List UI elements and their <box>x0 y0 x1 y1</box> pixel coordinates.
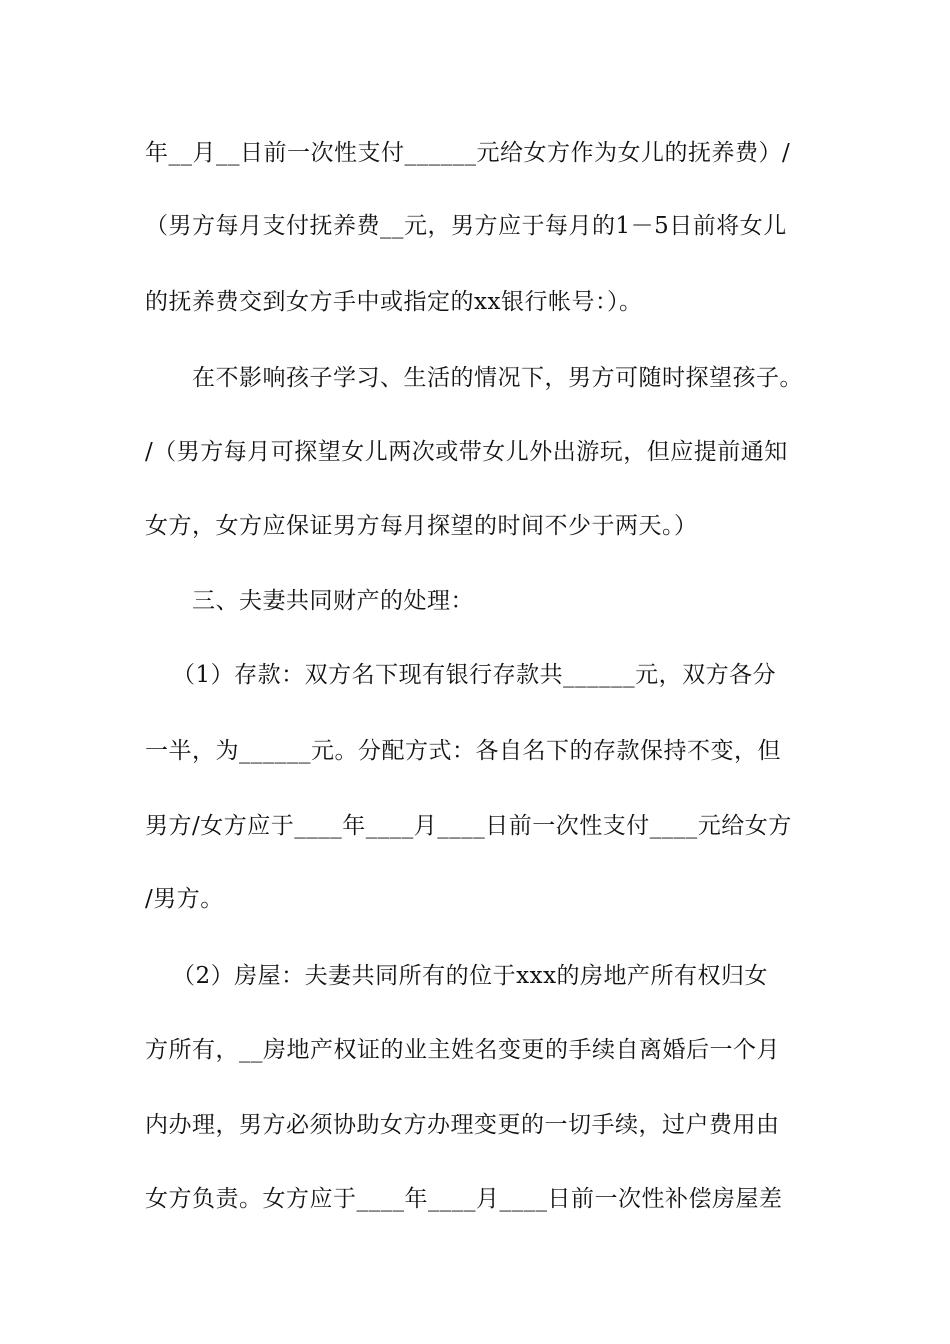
text-line-12: （2）房屋：夫妻共同所有的位于xxx的房地产所有权归女 <box>172 963 769 989</box>
text-line-8: （1）存款：双方名下现有银行存款共______元，双方各分 <box>172 662 777 688</box>
text-line-10: 男方/女方应于____年____月____日前一次性支付____元给女方 <box>145 813 792 839</box>
text-line-13: 方所有，__房地产权证的业主姓名变更的手续自离婚后一个月 <box>145 1037 780 1063</box>
section-heading: 三、夫妻共同财产的处理： <box>192 588 474 614</box>
text-line-3: 的抚养费交到女方手中或指定的xx银行帐号：）。 <box>145 289 643 315</box>
text-line-5: /（男方每月可探望女儿两次或带女儿外出游玩，但应提前通知 <box>145 439 788 465</box>
text-line-11: /男方。 <box>145 886 224 912</box>
text-line-6: 女方，女方应保证男方每月探望的时间不少于两天。） <box>145 513 698 539</box>
text-line-2: （男方每月支付抚养费__元，男方应于每月的1－5日前将女儿 <box>145 213 787 239</box>
text-line-14: 内办理，男方必须协助女方办理变更的一切手续，过户费用由 <box>145 1112 780 1138</box>
text-line-9: 一半，为______元。分配方式：各自名下的存款保持不变，但 <box>145 738 781 764</box>
text-line-4: 在不影响孩子学习、生活的情况下，男方可随时探望孩子。 <box>192 365 803 391</box>
text-line-1: 年__月__日前一次性支付______元给女方作为女儿的抚养费）/ <box>145 140 791 166</box>
text-line-15: 女方负责。女方应于____年____月____日前一次性补偿房屋差 <box>145 1186 783 1212</box>
